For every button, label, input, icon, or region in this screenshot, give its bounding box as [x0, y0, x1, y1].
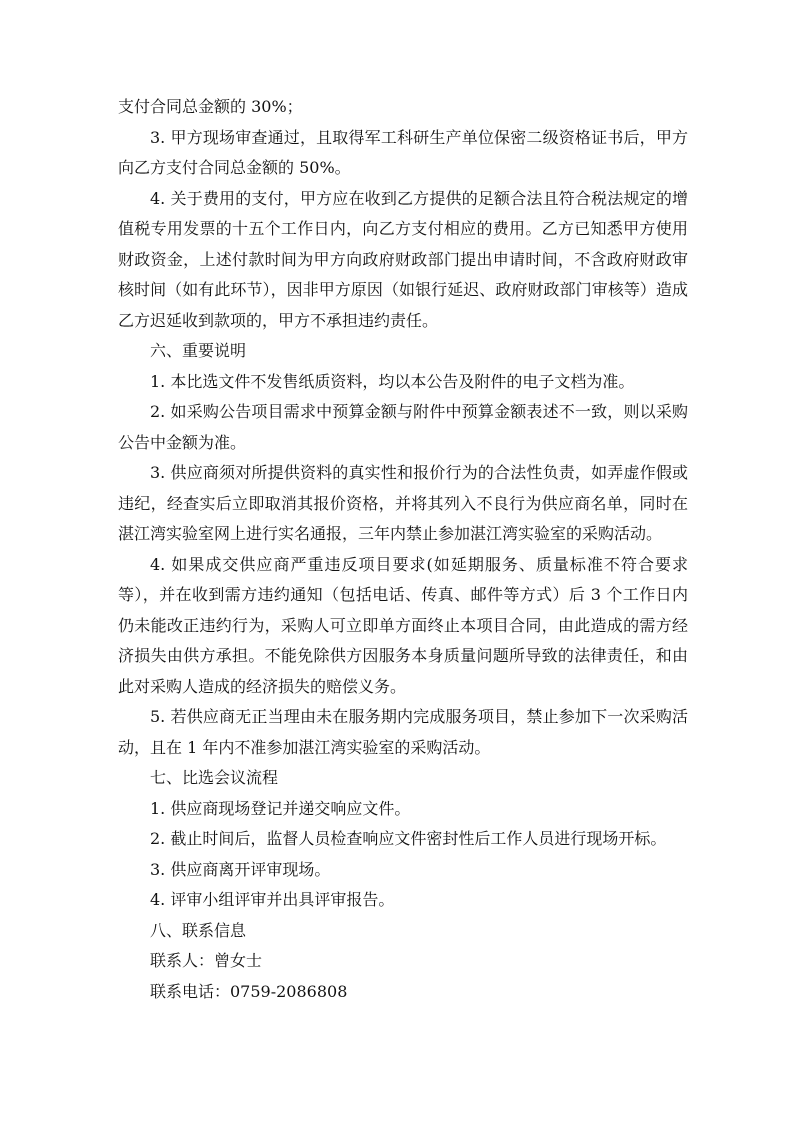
- paragraph-process-1: 1. 供应商现场登记并递交响应文件。: [150, 798, 411, 818]
- section-heading-meeting-process: 七、比选会议流程: [150, 768, 279, 787]
- section-heading-important-notes: 六、重要说明: [150, 341, 247, 360]
- paragraph-process-4: 4. 评审小组评审并出具评审报告。: [150, 890, 395, 909]
- paragraph-process-3: 3. 供应商离开评审现场。: [150, 859, 331, 879]
- paragraph-note-1: 1. 本比选文件不发售纸质资料，均以本公告及附件的电子文档为准。: [150, 371, 635, 391]
- section-heading-contact-info: 八、联系信息: [150, 920, 247, 940]
- paragraph-payment-terms: 4. 关于费用的支付，甲方应在收到乙方提供的足额合法且符合税法规定的增值税专用发票的十五个工作日内，向乙方支付相应的费用。乙方已知悉甲方使用财政资金，上述付款时间为甲方向政府财政部门提出申请时间，不含政府财政审核时间（如有此环节），因非甲方原因（如银行延迟、政府财政部门审核等）造成乙方迟延收到款项的，甲方不承担违约责任。: [118, 188, 688, 330]
- document-page: [118, 92, 688, 1007]
- paragraph-payment-50: 3. 甲方现场审查通过，且取得军工科研生产单位保密二级资格证书后，甲方向乙方支付合同总金额的 50%。: [118, 127, 688, 177]
- paragraph-payment-30: 支付合同总金额的 30%；: [118, 97, 303, 116]
- contact-phone: 联系电话：0759-2086808: [150, 981, 348, 1001]
- paragraph-process-2: 2. 截止时间后，监督人员检查响应文件密封性后工作人员进行现场开标。: [150, 829, 667, 848]
- paragraph-note-5: 5. 若供应商无正当理由未在服务期内完成服务项目，禁止参加下一次采购活动，且在 1 年内不准参加湛江湾实验室的采购活动。: [118, 707, 688, 757]
- contact-person: 联系人：曾女士: [150, 951, 263, 970]
- paragraph-note-3: 3. 供应商须对所提供资料的真实性和报价行为的合法性负责，如弄虚作假或违纪，经查实后立即取消其报价资格，并将其列入不良行为供应商名单，同时在湛江湾实验室网上进行实名通报，三年内禁止参加湛江湾实验室的采购活动。: [118, 463, 688, 543]
- paragraph-note-4: 4. 如果成交供应商严重违反项目要求(如延期服务、质量标准不符合要求等），并在收到需方违约通知（包括电话、传真、邮件等方式）后 3 个工作日内仍未能改正违约行为，采购人可立即单方面终止本项目合同，由此造成的需方经济损失由供方承担。不能免除供方因服务本身质量问题所导致的法律责任，和由此对采购人造成的经济损失的赔偿义务。: [118, 554, 688, 696]
- paragraph-note-2: 2. 如采购公告项目需求中预算金额与附件中预算金额表述不一致，则以采购公告中金额为准。: [118, 402, 688, 452]
